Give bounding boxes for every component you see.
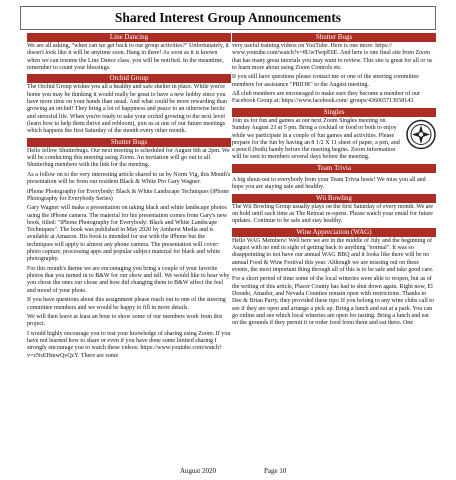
wii-bowling-heading: Wii Bowling <box>232 194 436 203</box>
team-trivia-text: A big shout-out to everybody from your Team Trivia hosts! We miss you all and hope you are staying safe and healthy. <box>232 176 426 191</box>
team-trivia-heading: Team Trivia <box>232 164 436 173</box>
orchid-group-heading: Orchid Group <box>27 74 231 83</box>
shutter-bugs-paragraph: All club members are encouraged to make sure they become a member of our Facebook Group at: https://www.facebook.com/ groups/436065713658143 <box>232 91 420 105</box>
shutter-bugs-paragraph: Hello fellow Shutterbugs. Our next meeting is scheduled for August 6th at 2pm. We will be conducting this meeting using Zoom. An invitation will go out to all Shutterbug members with the link for the meeting. <box>27 147 230 169</box>
shutter-bugs-paragraph: For this month's theme we are encouraging you bring a couple of your favorite photos that you turned in to B&W for our show and tell. We would like to hear why you chose the ones our chose and how did changing them to B&W affect the feel and mood of your photo. <box>27 265 230 294</box>
wine-appreciation-paragraph: Hello WAG Members! Well here we are in the middle of July and the beginning of August with no end in sight of getting back to anything "normal". It was so disappointing to not have our annual WAG BBQ and it looks like there will be no annual Food & Wine Festival this year. Although we are missing out on these events, the most important thing through all of this is to be safe and take good care. <box>232 237 434 273</box>
shutter-bugs-paragraph: If you have questions about this assignment please reach out to one of the steering committee members and we would be happy to fill in more details. <box>27 297 226 311</box>
footer-page-number: Page 10 <box>264 467 287 475</box>
singles-logo-icon <box>406 119 436 150</box>
shutter-bugs-paragraph: We will then leave at least an hour to show some of our members work from this project. <box>27 314 223 328</box>
singles-heading: Singles <box>232 108 436 117</box>
wine-appreciation-heading: Wine Appreciation (WAG) <box>232 228 436 237</box>
right-column <box>232 33 436 330</box>
orchid-group-text: The Orchid Group wishes you all a healthy and safe shelter in place. While you're home you may be thinking it would really be great to have a new hobby since you have more time on your hands than usual. And what could be more rewarding than growing an orchid! They bring a lot of happiness and peace to an otherwise hectic and stressful life. When you're ready to take your orchid growing to the next level (learn how to help them thrive and rebloom), join us at one of our future meetings which happens the first Saturday of the month every other month. <box>27 84 227 135</box>
wine-appreciation-paragraph: For a short period of time some of the local wineries were able to reopen, but as of the writing of this article, Placer County has had to shut down again. Right now, El Dorado, Amador, and Nevada Counties remain open with restrictions. Thanks to Dee & Brian Parry, they provided these tips: If you belong to any wine clubs call to see if they are open and arrange a pick up. Bring a lunch and eat at a park. You can go online and see which local wineries are open for tasting. Bring a lunch and eat on the grounds if they permit it or order food from them and eat there. One <box>232 276 434 327</box>
left-column <box>27 33 231 362</box>
singles-text: Join us for fun and games at our next Zoom Singles meeting on Sunday August 23 at 5 pm. Bring a cocktail or food or both to enjoy while we participate in a couple of fun games and activities. Please prepare for the fun by having an 8 1/2 X 11 sheet of paper, a pen, and a pencil (both) handy before the meeting begins. Zoom information will be sent to members several days before the meeting. <box>232 117 400 161</box>
shutter-bugs-paragraph: very useful training videos on YouTube. Here is one more: https:// www.youtube.com/watch?v=8UwTwipE6E. And here is one final site from Zoom that has many great tutorials you may want to review. This site is great for all or us to learn more about using Zoom Controls etc. <box>232 43 433 71</box>
footer-month: August 2020 <box>180 467 216 475</box>
shutter-bugs-heading-right: Shutter Bugs <box>232 33 436 42</box>
line-dancing-heading: Line Dancing <box>27 33 231 42</box>
line-dancing-text: We are all asking, "when can we get back to our group activities?" Unfortunately, it doesn't look like it will be anytime soon. Hang in there! As soon as it is known when we can resume the Line Dance class, you will be notified. In the meantime, remember to count your blessings. <box>27 43 229 71</box>
shutter-bugs-paragraph: As a follow on to the very interesting article shared to us by Norm Vig, this Month's presentation will be from our resident Black & White Pro Gary Wagner. <box>27 171 231 186</box>
shutter-bugs-paragraph: I would highly encourage you to test your knowledge of sharing using Zoom. If you have not learned how to share or even if you have done some limited sharing I strongly encourage you to watch these videos: https://www.youtube.com/watch?v=zNsEHmwQvQcY. There are some <box>27 330 231 359</box>
shutter-bugs-paragraph: If you still have questions please contact me or one of the steering committee members for assistance "PRIOR" to the August meeting. <box>232 74 419 88</box>
shutter-bugs-paragraph: iPhone Photography for Everybody: Black & White Landscape Techniques (iPhone Photography for Everybody Series) <box>27 188 230 202</box>
page-title: Shared Interest Group Announcements <box>20 6 436 30</box>
shutter-bugs-paragraph: Gary Wagner will make a presentation on taking black and white landscape photos using the iPhone camera. The material for his presentation comes from Gary's new book, titled: "iPhone Photography for Everybody: Black and White Landscape Techniques". The book was published in May 2020 by Amherst Media and is available at Amazon. His book is intended for use with the iPhone but the techniques will apply to almost any phone camera. The presentation will cover: photo capture, processing apps and popular subject material for black and white photography. <box>27 205 227 263</box>
wii-bowling-text: The Wii Bowling Group usually plays on the first Saturday of every month. We are on hold until such time as The Retreat re-opens. Please watch your email for future updates. Continue to be safe and stay healthy. <box>232 203 434 225</box>
shutter-bugs-heading: Shutter Bugs <box>27 138 231 147</box>
page-footer <box>0 464 456 478</box>
